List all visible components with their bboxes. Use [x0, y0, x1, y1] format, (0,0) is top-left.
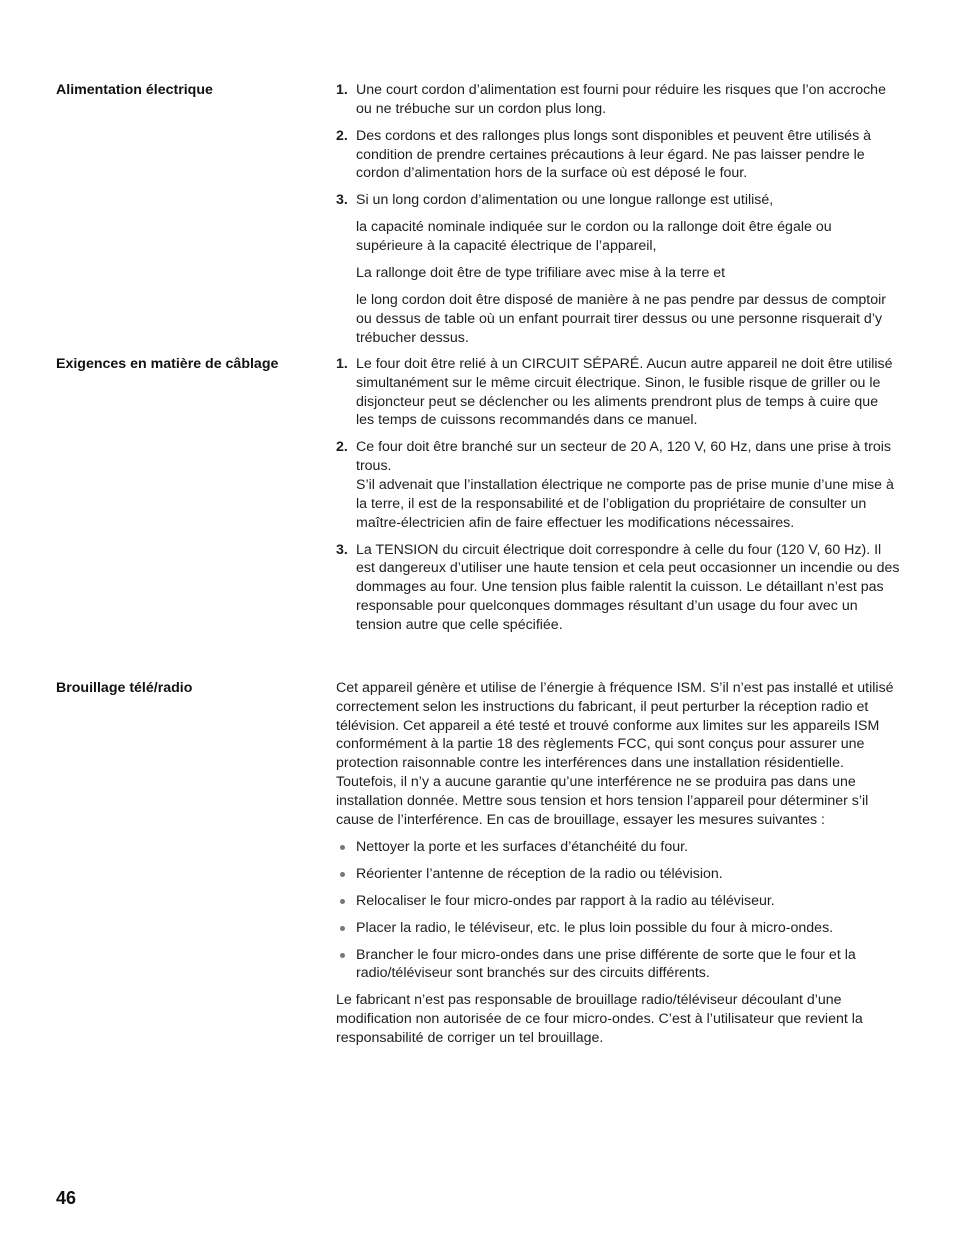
item-text: Si un long cordon d’alimentation ou une longue rallonge est utilisé, [356, 192, 774, 209]
item-text: Ce four doit être branché sur un secteur de 20 A, 120 V, 60 Hz, dans une prise à trois trous. [356, 439, 891, 475]
bullet-text: Réorienter l’antenne de réception de la radio ou télévision. [356, 865, 723, 882]
list-item [336, 438, 900, 532]
item-text: La TENSION du circuit électrique doit correspondre à celle du four (120 V, 60 Hz). Il est dangereux d’utiliser une haute tension et cela peut occasionner un incendie ou des dommages au four. Une tension plus faible ralentit la cuisson. Le détaillant n’est pas responsable pour quelconques dommages résultant d’un usage du four avec un tension autre que celle spécifiée. [356, 541, 900, 633]
sub-paragraph: la capacité nominale indiquée sur le cordon ou la rallonge doit être égale ou supérieure à la capacité électrique de l’appareil, [356, 219, 832, 255]
sub-paragraph: le long cordon doit être disposé de manière à ne pas pendre par dessus de comptoir ou dessus de table où un enfant pourrait tirer dessus ou une personne risquerait d’y trébucher dessus. [356, 292, 886, 346]
closing-paragraph: Le fabricant n’est pas responsable de brouillage radio/téléviseur découlant d’une modification non autorisée de ce four micro-ondes. C’est à l’utilisateur que revient la responsabilité de corriger un tel brouillage. [336, 992, 863, 1046]
item-number: 2. [336, 439, 348, 456]
bullet-text: Nettoyer la porte et les surfaces d’étanchéité du four. [356, 838, 689, 855]
section-content [336, 679, 900, 1056]
item-number: 1. [336, 82, 348, 98]
list-item [336, 541, 900, 635]
section-heading: Alimentation électrique [56, 82, 213, 98]
sub-paragraph: La rallonge doit être de type trifiliare avec mise à la terre et [356, 265, 726, 282]
section-heading: Brouillage télé/radio [56, 680, 193, 696]
bullet-item [336, 919, 900, 938]
bullet-item [336, 946, 900, 984]
bullet-text: Placer la radio, le téléviseur, etc. le plus loin possible du four à micro-ondes. [356, 919, 834, 936]
item-number: 1. [336, 356, 348, 372]
section-content [336, 355, 900, 643]
item-number: 3. [336, 192, 348, 209]
item-text: Le four doit être relié à un CIRCUIT SÉPARÉ. Aucun autre appareil ne doit être utilisé simultanément sur le même circuit électrique. Sinon, le fusible risque de griller ou le disjoncteur peut se déclencher ou les aliments prendront plus de temps à cuire que les temps de cuissons recommandés dans ce manuel. [356, 356, 893, 429]
bullet-dot-icon [340, 872, 345, 877]
item-number: 2. [336, 127, 348, 144]
section-heading: Exigences en matière de câblage [56, 356, 279, 372]
bullet-item [336, 892, 900, 911]
bullet-dot-icon [340, 953, 345, 958]
bullet-dot-icon [340, 926, 345, 931]
bullet-text: Brancher le four micro-ondes dans une prise différente de sorte que le four et la radio/téléviseur sont branchés sur des circuits différents. [356, 946, 856, 982]
bullet-item [336, 865, 900, 884]
section-content [336, 81, 900, 356]
item-text-continued: S’il advenait que l’installation électrique ne comporte pas de prise munie d’une mise à la terre, il est de la responsabilité et de l’obligation du propriétaire de consulter un maître-électricien afin de faire effectuer les modifications nécessaires. [356, 476, 894, 531]
bullet-dot-icon [340, 845, 345, 850]
list-item [336, 81, 900, 119]
item-text: Une court cordon d’alimentation est fourni pour réduire les risques que l’on accroche ou ne trébuche sur un cordon plus long. [356, 82, 886, 117]
list-item [336, 191, 900, 210]
item-text: Des cordons et des rallonges plus longs sont disponibles et peuvent être utilisés à condition de prendre certaines précautions à leur égard. Ne pas laisser pendre le cordon d’alimentation hors de la surface où est déposé le four. [356, 127, 871, 182]
page-number: 46 [56, 1188, 77, 1208]
intro-paragraph: Cet appareil génère et utilise de l’énergie à fréquence ISM. S’il n’est pas installé et utilisé correctement selon les instructions du fabricant, il peut perturber la réception radio et télévision. Cet appareil a été testé et trouvé conforme aux limites sur les appareils ISM conformément à la partie 18 des règlements FCC, qui sont conçus pour assurer une protection raisonnable contre les interférences dans une installation résidentielle. Toutefois, il n’y a aucune garantie qu’une interférence ne se produira pas dans une installation donnée. Mettre sous tension et hors tension l’appareil pour déterminer s’il cause de l’interférence. En cas de brouillage, essayer les mesures suivantes : [336, 680, 894, 828]
bullet-text: Relocaliser le four micro-ondes par rapport à la radio au téléviseur. [356, 892, 775, 909]
item-number: 3. [336, 541, 348, 558]
bullet-item [336, 838, 900, 857]
list-item [336, 127, 900, 183]
bullet-dot-icon [340, 899, 345, 904]
list-item [336, 355, 900, 430]
